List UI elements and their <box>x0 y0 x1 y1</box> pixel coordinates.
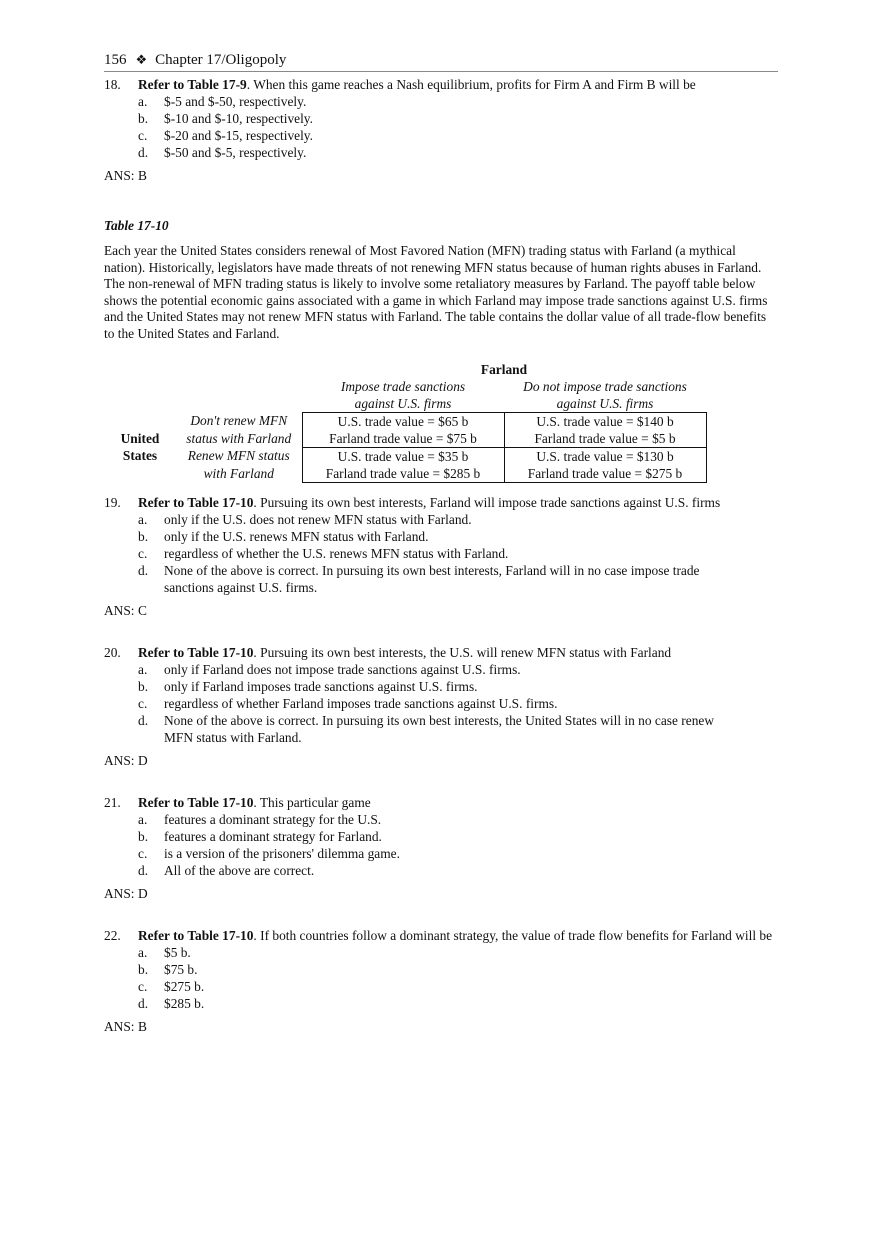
option: b. only if Farland imposes trade sanctions against U.S. firms. <box>138 678 478 694</box>
question-number: 20. <box>104 644 121 660</box>
question-ref: Refer to Table 17-10 <box>138 794 254 810</box>
column-header-impose: Impose trade sanctions <box>340 378 466 394</box>
question-ref: Refer to Table 17-9 <box>138 77 247 92</box>
option: b. features a dominant strategy for Farland. <box>138 828 382 844</box>
question-stem: . Pursuing its own best interests, the U.S. will renew MFN status with Farland <box>253 644 672 660</box>
option: d. $285 b. <box>138 995 205 1011</box>
question-number: 22. <box>104 927 121 943</box>
answer: ANS: C <box>104 602 147 618</box>
question-ref: Refer to Table 17-10 <box>138 927 254 943</box>
cell-farland-value: Farland trade value = $275 b <box>504 465 706 483</box>
option: d. $-50 and $-5, respectively. <box>138 145 307 160</box>
option: d. All of the above are correct. <box>138 862 315 878</box>
cell-us-value: U.S. trade value = $130 b <box>504 447 706 465</box>
option: c. $-20 and $-15, respectively. <box>138 128 313 143</box>
option: d. None of the above is correct. In pursuing its own best interests, Farland will in no case impose trade sanctions against U.S. firms. <box>138 562 700 595</box>
option: c. $275 b. <box>138 978 205 994</box>
option: b. $75 b. <box>138 961 198 977</box>
question-22 <box>104 928 778 1035</box>
answer: ANS: B <box>104 1018 147 1034</box>
column-header-impose-2: against U.S. firms <box>354 395 452 411</box>
row-header-renew: Renew MFN status <box>187 448 290 464</box>
option: b. only if the U.S. renews MFN status with Farland. <box>138 528 429 544</box>
option: a. only if the U.S. does not renew MFN status with Farland. <box>138 511 472 527</box>
question-ref: Refer to Table 17-10 <box>138 644 254 660</box>
question-stem: . When this game reaches a Nash equilibrium, profits for Firm A and Firm B will be <box>246 77 696 92</box>
question-stem: . This particular game <box>253 794 371 810</box>
option: a. only if Farland does not impose trade sanctions against U.S. firms. <box>138 661 521 677</box>
question-stem: . Pursuing its own best interests, Farland will impose trade sanctions against U.S. firms <box>253 494 721 510</box>
separator-glyph: ❖ <box>135 52 148 67</box>
option: a. features a dominant strategy for the U.S. <box>138 811 382 827</box>
table-title: Table 17-10 <box>104 218 169 233</box>
cell-us-value: U.S. trade value = $140 b <box>504 412 706 430</box>
cell-us-value: U.S. trade value = $35 b <box>302 447 504 465</box>
row-player-2: States <box>122 448 158 464</box>
question-18 <box>104 77 778 184</box>
payoff-table <box>104 361 707 483</box>
question-19 <box>104 495 778 619</box>
answer: ANS: D <box>104 885 148 901</box>
table-description: Each year the United States considers renewal of Most Favored Nation (MFN) trading status with Farland (a mythical nation). Historically, legislators have made threats of not renewing MFN status because of human rights abuses in Farland. The non-renewal of MFN trading status is likely to involve some retaliatory measures by Farland. The payoff table below shows the potential economic gains associated with a game in which Farland may impose trade sanctions against U.S. firms and the United States may not renew MFN status with Farland. The table contains the dollar value of all trade-flow benefits to the United States and Farland. <box>104 243 768 341</box>
option: b. $-10 and $-10, respectively. <box>138 111 313 126</box>
question-number: 18. <box>104 77 121 92</box>
question-21 <box>104 795 778 902</box>
row-player: United <box>120 430 160 446</box>
cell-farland-value: Farland trade value = $75 b <box>302 430 504 448</box>
cell-farland-value: Farland trade value = $5 b <box>504 430 706 448</box>
cell-us-value: U.S. trade value = $65 b <box>302 412 504 430</box>
option: a. $5 b. <box>138 944 191 960</box>
page <box>104 52 778 1035</box>
row-header-renew-2: with Farland <box>203 465 274 481</box>
option: d. None of the above is correct. In pursuing its own best interests, the United States will in no case renew MFN status with Farland. <box>138 712 714 745</box>
answer: ANS: D <box>104 752 148 768</box>
chapter-title: Chapter 17/Oligopoly <box>155 52 287 68</box>
option: c. regardless of whether the U.S. renews MFN status with Farland. <box>138 545 509 561</box>
option: c. is a version of the prisoners' dilemma game. <box>138 845 400 861</box>
question-number: 21. <box>104 794 121 810</box>
answer: ANS: B <box>104 168 147 183</box>
row-header-dont-renew: Don't renew MFN <box>190 413 288 429</box>
cell-farland-value: Farland trade value = $285 b <box>302 465 504 483</box>
option: c. regardless of whether Farland imposes trade sanctions against U.S. firms. <box>138 695 558 711</box>
question-ref: Refer to Table 17-10 <box>138 494 254 510</box>
page-number: 156 <box>104 52 127 68</box>
column-header-not-impose-2: against U.S. firms <box>556 395 654 411</box>
question-stem: . If both countries follow a dominant strategy, the value of trade flow benefits for Farland will be <box>253 927 773 943</box>
column-header-not-impose: Do not impose trade sanctions <box>523 378 687 394</box>
question-number: 19. <box>104 494 121 510</box>
column-player: Farland <box>480 361 528 377</box>
page-header <box>104 52 778 72</box>
question-20 <box>104 645 778 769</box>
option: a. $-5 and $-50, respectively. <box>138 94 307 109</box>
row-header-dont-renew-2: status with Farland <box>186 430 292 446</box>
